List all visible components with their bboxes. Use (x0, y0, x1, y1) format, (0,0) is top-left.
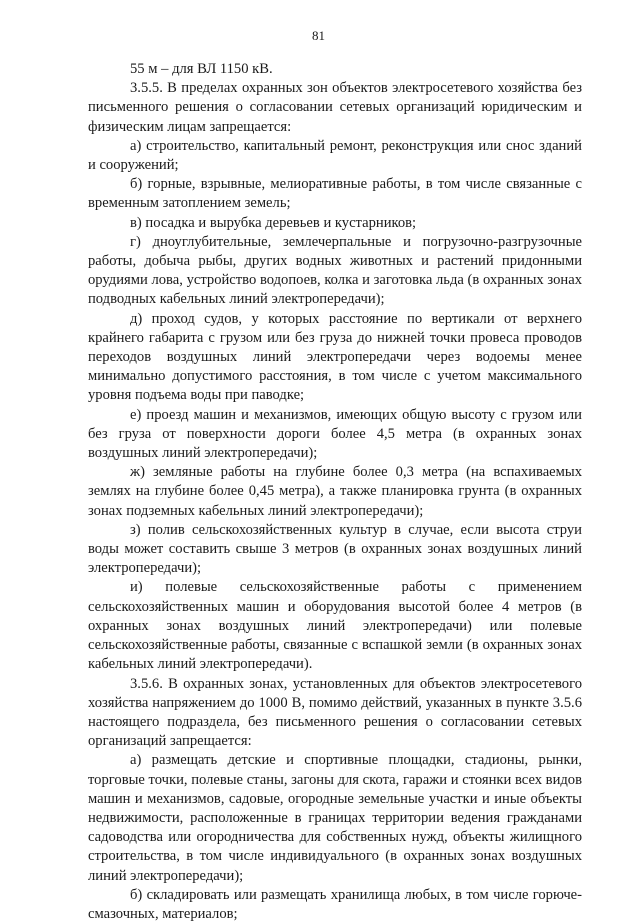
paragraph: 55 м – для ВЛ 1150 кВ. (130, 61, 273, 77)
page-number: 81 (312, 28, 325, 43)
paragraph: а) размещать детские и спортивные площадки, стадионы, рынки, торговые точки, полевые станы, загоны для скота, гаражи и стоянки всех видов машин и механизмов, садовые, огородные земельные участки и иные объекты недвижимости, расположенные в границах территории ведения гражданами садоводства или огородничества для собственных нужд, объекты жилищного строительства, в том числе индивидуального (в охранных зонах воздушных линий электропередачи); (88, 752, 582, 884)
paragraph: б) горные, взрывные, мелиоративные работы, в том числе связанные с временным затоплением земель; (88, 176, 582, 212)
paragraph: а) строительство, капитальный ремонт, реконструкция или снос зданий и сооружений; (88, 137, 582, 174)
paragraph: в) посадка и вырубка деревьев и кустарников; (130, 214, 417, 231)
paragraph: б) складировать или размещать хранилища любых, в том числе горюче-смазочных, материалов; (88, 886, 582, 922)
paragraph: д) проход судов, у которых расстояние по вертикали от верхнего крайнего габарита с грузом или без груза до нижней точки провеса проводов переходов воздушных линий электропередачи через водоемы менее минимально допустимого расстояния, в том числе с учетом максимального уровня подъема воды при паводке; (88, 310, 582, 404)
paragraph: 3.5.5. В пределах охранных зон объектов электросетевого хозяйства без письменного решения о согласовании сетевых организаций юридическим и физическим лицам запрещается: (88, 80, 582, 135)
paragraph: з) полив сельскохозяйственных культур в случае, если высота струи воды может составить свыше 3 метров (в охранных зонах воздушных линий электропередачи); (88, 521, 582, 577)
paragraph: ж) земляные работы на глубине более 0,3 метра (на вспахиваемых землях на глубине более 0,45 метра), а также планировка грунта (в охранных зонах подземных кабельных линий электропередачи); (88, 464, 582, 519)
paragraph: 3.5.6. В охранных зонах, установленных для объектов электросетевого хозяйства напряжением до 1000 В, помимо действий, указанных в пункте 3.5.6 настоящего подраздела, без письменного решения о согласовании сетевых организаций запрещается: (88, 675, 582, 750)
paragraph: г) дноуглубительные, землечерпальные и погрузочно-разгрузочные работы, добыча рыбы, других водных животных и растений придонными орудиями лова, устройство водопоев, колка и заготовка льда (в охранных зонах подводных кабельных линий электропередачи); (88, 233, 582, 308)
document-body (88, 60, 582, 924)
paragraph: е) проезд машин и механизмов, имеющих общую высоту с грузом или без груза от поверхности дороги более 4,5 метра (в охранных зонах воздушных линий электропередачи); (88, 406, 582, 462)
paragraph: и) полевые сельскохозяйственные работы с применением сельскохозяйственных машин и оборудования высотой более 4 метров (в охранных зонах воздушных линий электропередачи) или полевые сельскохозяйственные работы, связанные с вспашкой земли (в охранных зонах кабельных линий электропередачи). (88, 579, 582, 673)
